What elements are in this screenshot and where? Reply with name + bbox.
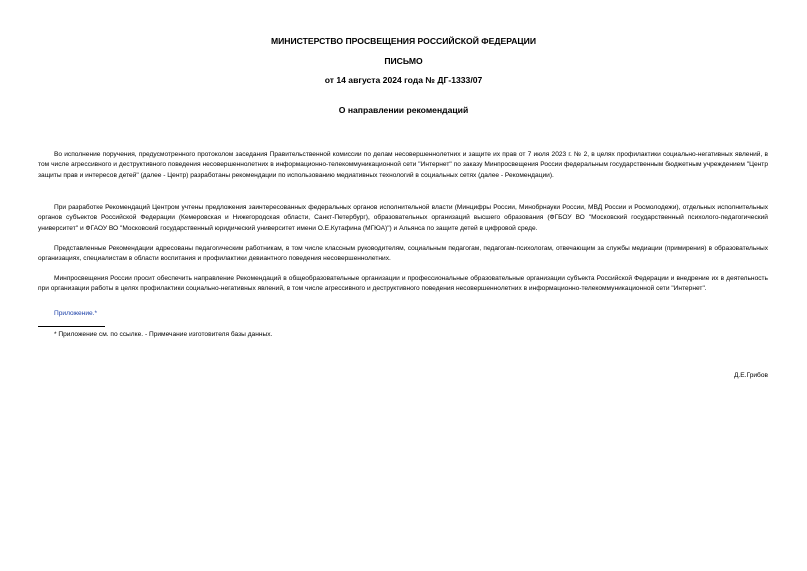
- document-subject: О направлении рекомендаций: [338, 105, 469, 115]
- document-date-number: от 14 августа 2024 года № ДГ-1333/07: [324, 75, 483, 85]
- appendix-link[interactable]: Приложение.*: [54, 310, 98, 317]
- ministry-title: МИНИСТЕРСТВО ПРОСВЕЩЕНИЯ РОССИЙСКОЙ ФЕДЕРАЦИИ: [270, 36, 537, 46]
- footnote-text: * Приложение см. по ссылке. - Примечание изготовителя базы данных.: [54, 331, 273, 338]
- body-paragraph-2: При разработке Рекомендаций Центром учтены предложения заинтересованных федеральных органов исполнительной власти (Минцифры России, Минобрнауки России, МВД России и Росмолодежи), отдельных исполнительных органов субъектов Российской Федерации (Кемеровская и Нижегородская области, Санкт-Петербург), образовательных организаций высшего образования (ФГБОУ ВО "Московский государственный психолого-педагогический университет" и ФГАОУ ВО "Московский государственный юридический университет имени О.Е.Кутафина (МГЮА)") и Альянса по защите детей в цифровой среде.: [38, 203, 768, 232]
- footnote-divider: [38, 326, 105, 327]
- body-paragraph-1: Во исполнение поручения, предусмотренного протоколом заседания Правительственной комиссии по делам несовершеннолетних и защите их прав от 7 июля 2023 г. № 2, в целях профилактики социально-негативных явлений, в том числе агрессивного и деструктивного поведения несовершеннолетних в информационно-телекоммуникационной сети "Интернет" по заказу Минпросвещения России федеральным государственным бюджетным учреждением "Центр защиты прав и интересов детей" (далее - Центр) разработаны рекомендации по использованию медиативных технологий в социальных сетях (далее - Рекомендации).: [38, 150, 768, 179]
- signatory-name: Д.Е.Грибов: [733, 372, 768, 379]
- document-type: ПИСЬМО: [384, 56, 423, 66]
- body-paragraph-3: Представленные Рекомендации адресованы педагогическим работникам, в том числе классным руководителям, социальным педагогам, педагогам-психологам, отвечающим за службы медиации (примирения) в образовательных организациях, специалистам в области воспитания и профилактики девиантного поведения несовершеннолетних.: [38, 244, 768, 263]
- body-paragraph-4: Минпросвещения России просит обеспечить направление Рекомендаций в общеобразовательные организации и профессиональные образовательные организации субъекта Российской Федерации и внедрение их в деятельность при организации работы в целях профилактики социально-негативных явлений, в том числе агрессивного и деструктивного поведения несовершеннолетних в информационно-телекоммуникационной сети "Интернет".: [38, 274, 768, 293]
